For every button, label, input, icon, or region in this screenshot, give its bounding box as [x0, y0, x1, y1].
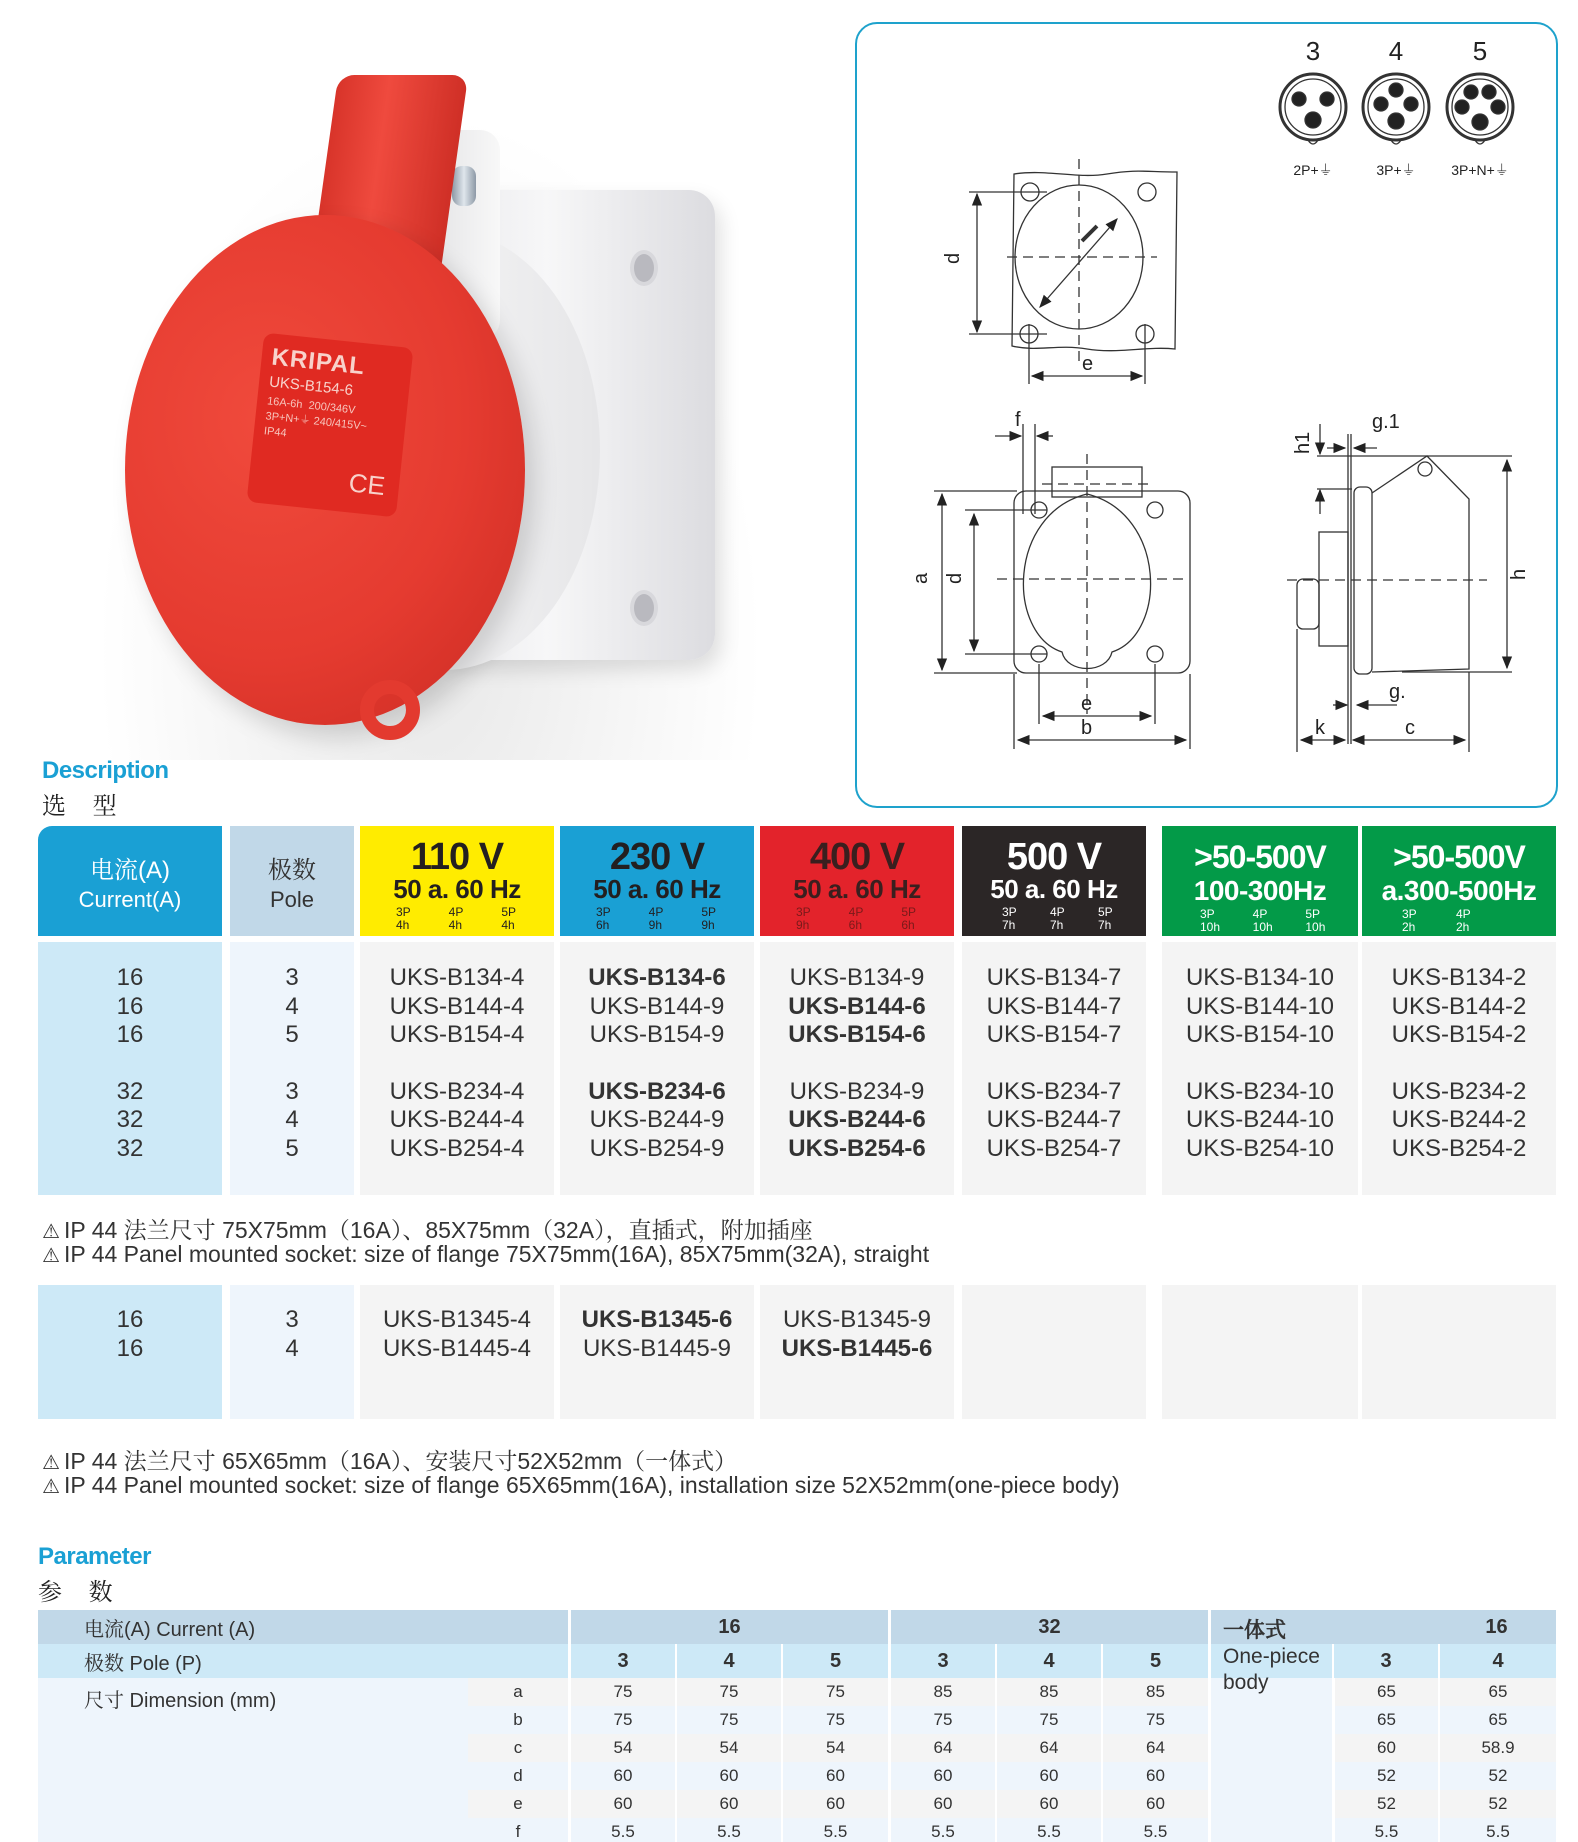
- model-cell: UKS-B154-7: [986, 1021, 1122, 1048]
- description-title: Description: [42, 757, 169, 784]
- product-image: [40, 20, 820, 760]
- poles: 3P+N+⏚: [264, 410, 312, 427]
- empty-column: [962, 1285, 1146, 1419]
- pin-config-label: 2P+⏚: [1293, 162, 1333, 178]
- warning-icon: ⚠: [42, 1452, 60, 1474]
- dimension-value: 5.5: [568, 1818, 675, 1842]
- model-column-230v: [560, 942, 754, 1195]
- voltage: 240/415V~: [313, 415, 368, 433]
- dimension-value: 58.9: [1438, 1734, 1556, 1762]
- svg-text:f: f: [1015, 409, 1021, 431]
- model-cell: UKS-B234-6: [588, 1077, 726, 1105]
- dimension-value: 5.5: [1101, 1818, 1208, 1842]
- model-cell: UKS-B134-4: [389, 964, 525, 991]
- dimension-value: 65: [1332, 1678, 1438, 1706]
- dimension-value: 5.5: [1332, 1818, 1438, 1842]
- svg-text:c: c: [1405, 717, 1415, 739]
- pin-config-label: 3P+⏚: [1376, 162, 1416, 178]
- model-cell: UKS-B234-4: [389, 1077, 525, 1105]
- model-column-500v: [962, 942, 1146, 1195]
- dimension-value: 85: [1101, 1678, 1208, 1706]
- dimension-value: 60: [568, 1762, 675, 1790]
- model-cell: UKS-B144-4: [389, 992, 525, 1020]
- rating: 16A-6h: [266, 395, 304, 411]
- model-column-100-300hz: [1162, 942, 1358, 1195]
- dimension-letter: b: [468, 1706, 568, 1734]
- note-en: ⚠ IP 44 Panel mounted socket: size of flange 75X75mm(16A), 85X75mm(32A), straight: [42, 1241, 930, 1267]
- model-column-300-500hz: [1362, 942, 1556, 1195]
- dimension-value: 75: [675, 1706, 781, 1734]
- model-cell: UKS-B244-2: [1391, 1106, 1527, 1133]
- dimension-value: 85: [888, 1678, 995, 1706]
- note-en-2: ⚠ IP 44 Panel mounted socket: size of flange 65X65mm(16A), installation size 52X52mm(one-piece body): [42, 1472, 1120, 1498]
- header-110v: 110 V 50 a. 60 Hz 3P 4h 4P 4h 5P 4h: [360, 826, 554, 936]
- header-50-500v-300-500hz: >50-500V a.300-500Hz 3P 2h 4P 2h: [1362, 826, 1556, 936]
- pole-column: 3 4 5 3 4 5: [230, 942, 354, 1195]
- dimension-value: 75: [781, 1678, 888, 1706]
- model-column-2-110v: [360, 1285, 554, 1419]
- dimension-value: 60: [995, 1790, 1101, 1818]
- dimension-letter: d: [468, 1762, 568, 1790]
- model-cell: UKS-B234-10: [1185, 1077, 1335, 1105]
- header-current: 电流(A) Current(A): [38, 826, 222, 936]
- model-cell: UKS-B134-7: [986, 964, 1122, 991]
- svg-text:h: h: [1508, 568, 1530, 580]
- dimension-value: 65: [1438, 1678, 1556, 1706]
- pin-config-3: [1280, 74, 1346, 144]
- dimension-value: 52: [1332, 1790, 1438, 1818]
- dimension-value: 54: [675, 1734, 781, 1762]
- model-cell: UKS-B134-9: [789, 964, 925, 991]
- svg-text:d: d: [944, 572, 966, 584]
- svg-text:a: a: [910, 572, 932, 584]
- dimension-value: 60: [1101, 1762, 1208, 1790]
- empty-column: [1362, 1285, 1556, 1419]
- lid-ring: [360, 680, 420, 740]
- svg-text:b: b: [1081, 717, 1093, 739]
- header-400v: 400 V 50 a. 60 Hz 3P 9h 4P 6h 5P 6h: [760, 826, 954, 936]
- dimension-value: 60: [888, 1762, 995, 1790]
- model-cell: UKS-B134-10: [1185, 964, 1335, 991]
- param-dimension-block: 尺寸 Dimension (mm): [38, 1678, 1556, 1842]
- param-row-current: 电流(A) Current (A) 16 32 16: [38, 1610, 1556, 1644]
- technical-drawing: [857, 24, 1560, 810]
- model-cell: UKS-B254-10: [1185, 1134, 1335, 1162]
- dimension-value: 75: [995, 1706, 1101, 1734]
- model-column-2-400v: [760, 1285, 954, 1419]
- model-column-400v: [760, 942, 954, 1195]
- model-cell: UKS-B244-10: [1185, 1106, 1335, 1133]
- dimension-value: 60: [1101, 1790, 1208, 1818]
- dimension-letter: a: [468, 1678, 568, 1706]
- product-label: [247, 333, 414, 518]
- current-column-2: 16 16: [38, 1285, 222, 1419]
- svg-text:g.1: g.1: [1372, 411, 1400, 433]
- dimension-diagram: [855, 22, 1558, 808]
- dimension-value: 5.5: [675, 1818, 781, 1842]
- dimension-value: 52: [1332, 1762, 1438, 1790]
- dimension-value: 52: [1438, 1790, 1556, 1818]
- pin-config-label: 3P+N+⏚: [1451, 162, 1509, 178]
- pin-count-label: 4: [1388, 36, 1404, 66]
- model-cell: UKS-B1345-9: [782, 1306, 932, 1333]
- svg-text:k: k: [1315, 717, 1325, 739]
- dimension-value: 60: [781, 1762, 888, 1790]
- model-cell: UKS-B254-2: [1391, 1134, 1527, 1162]
- dimension-value: 54: [568, 1734, 675, 1762]
- dimension-value: 75: [568, 1678, 675, 1706]
- model-cell: UKS-B1445-6: [781, 1335, 933, 1362]
- dimension-value: 60: [675, 1790, 781, 1818]
- current-column: 16 16 16 32 32 32: [38, 942, 222, 1195]
- model-cell: UKS-B144-10: [1185, 992, 1335, 1020]
- pole-column-2: 3 4: [230, 1285, 354, 1419]
- dimension-value: 5.5: [995, 1818, 1101, 1842]
- mount-hole: [630, 250, 658, 286]
- model-cell: UKS-B144-7: [986, 992, 1122, 1020]
- model-cell: UKS-B154-9: [589, 1021, 725, 1048]
- one-piece-column: [1208, 1678, 1332, 1842]
- model-cell: UKS-B144-2: [1391, 992, 1527, 1020]
- dimension-value: 64: [1101, 1734, 1208, 1762]
- dimension-value: 85: [995, 1678, 1101, 1706]
- ip-rating: IP44: [263, 424, 288, 440]
- model-column-2-230v: [560, 1285, 754, 1419]
- model-cell: UKS-B234-2: [1391, 1077, 1527, 1105]
- ce-mark-icon: CE: [347, 467, 387, 501]
- model-cell: UKS-B134-6: [588, 964, 726, 991]
- dimension-value: 75: [675, 1678, 781, 1706]
- dimension-value: 75: [568, 1706, 675, 1734]
- param-row-pole: 极数 Pole (P) 3 4 5 3 4 5 3 4: [38, 1644, 1556, 1678]
- model-cell: UKS-B144-6: [788, 992, 926, 1020]
- model-cell: UKS-B234-9: [789, 1077, 925, 1105]
- dimension-value: 75: [781, 1706, 888, 1734]
- model-number: UKS-B154-6: [268, 373, 354, 400]
- svg-text:g.: g.: [1389, 681, 1406, 703]
- dimension-value: 75: [888, 1706, 995, 1734]
- model-cell: UKS-B134-2: [1391, 964, 1527, 991]
- pin-config-5: [1447, 74, 1513, 144]
- dimension-value: 5.5: [888, 1818, 995, 1842]
- model-cell: UKS-B254-7: [986, 1134, 1122, 1162]
- header-50-500v-100-300hz: >50-500V 100-300Hz 3P 10h 4P 10h 5P 10h: [1162, 826, 1358, 936]
- model-cell: UKS-B244-4: [389, 1106, 525, 1133]
- dimension-value: 64: [888, 1734, 995, 1762]
- model-cell: UKS-B254-4: [389, 1134, 525, 1162]
- dimension-value: 5.5: [1438, 1818, 1556, 1842]
- svg-text:h1: h1: [1292, 431, 1314, 454]
- note-zh: ⚠ IP 44 法兰尺寸 75X75mm（16A）、85X75mm（32A），直插式，附加插座: [42, 1217, 813, 1243]
- model-cell: UKS-B154-6: [788, 1021, 926, 1048]
- model-column-110v: [360, 942, 554, 1195]
- header-500v: 500 V 50 a. 60 Hz 3P 7h 4P 7h 5P 7h: [962, 826, 1146, 936]
- mount-hole: [630, 590, 658, 626]
- parameter-title: Parameter: [38, 1543, 151, 1570]
- warning-icon: ⚠: [42, 1221, 60, 1243]
- dimension-value: 60: [995, 1762, 1101, 1790]
- dimension-value: 60: [568, 1790, 675, 1818]
- pin-count-label: 5: [1472, 36, 1488, 66]
- pin-config-4: [1363, 74, 1429, 144]
- header-pole: 极数 Pole: [230, 826, 354, 936]
- model-cell: UKS-B1345-4: [382, 1306, 532, 1333]
- dimension-letter: f: [468, 1818, 568, 1842]
- dimension-value: 5.5: [781, 1818, 888, 1842]
- model-cell: UKS-B254-9: [589, 1134, 725, 1162]
- dimension-value: 65: [1332, 1706, 1438, 1734]
- model-cell: UKS-B154-2: [1391, 1021, 1527, 1048]
- model-cell: UKS-B1445-4: [382, 1335, 532, 1362]
- model-cell: UKS-B154-4: [389, 1021, 525, 1048]
- note-zh-2: ⚠ IP 44 法兰尺寸 65X65mm（16A）、安装尺寸52X52mm（一体式）: [42, 1448, 738, 1474]
- model-cell: UKS-B144-9: [589, 992, 725, 1020]
- header-230v: 230 V 50 a. 60 Hz 3P 6h 4P 9h 5P 9h: [560, 826, 754, 936]
- dimension-value: 60: [888, 1790, 995, 1818]
- dimension-letter: c: [468, 1734, 568, 1762]
- model-cell: UKS-B1345-6: [581, 1306, 733, 1333]
- dimension-value: 75: [1101, 1706, 1208, 1734]
- brand-name: KRIPAL: [270, 343, 367, 381]
- voltage: 200/346V: [307, 399, 356, 417]
- dimension-value: 60: [675, 1762, 781, 1790]
- dimension-value: 52: [1438, 1762, 1556, 1790]
- empty-column: [1162, 1285, 1358, 1419]
- dimension-value: 54: [781, 1734, 888, 1762]
- model-cell: UKS-B1445-9: [582, 1335, 732, 1362]
- warning-icon: ⚠: [42, 1245, 60, 1267]
- dimension-value: 60: [1332, 1734, 1438, 1762]
- one-piece-label: 一体式 One-piece body: [1223, 1619, 1320, 1694]
- model-cell: UKS-B244-7: [986, 1106, 1122, 1133]
- dimension-value: 60: [781, 1790, 888, 1818]
- model-cell: UKS-B254-6: [788, 1134, 926, 1162]
- model-cell: UKS-B234-7: [986, 1077, 1122, 1105]
- dim-label: d: [942, 252, 964, 264]
- model-cell: UKS-B154-10: [1185, 1021, 1335, 1048]
- svg-text:e: e: [1082, 353, 1094, 375]
- description-subtitle: 选 型: [42, 793, 127, 820]
- dimension-value: 65: [1438, 1706, 1556, 1734]
- screw-icon: [452, 166, 476, 206]
- dimension-value: 64: [995, 1734, 1101, 1762]
- parameter-subtitle: 参 数: [38, 1579, 123, 1606]
- pin-count-label: 3: [1305, 36, 1321, 66]
- warning-icon: ⚠: [42, 1476, 60, 1498]
- svg-text:e: e: [1081, 693, 1093, 715]
- model-cell: UKS-B244-6: [788, 1106, 926, 1133]
- dimension-letter: e: [468, 1790, 568, 1818]
- model-cell: UKS-B244-9: [589, 1106, 725, 1133]
